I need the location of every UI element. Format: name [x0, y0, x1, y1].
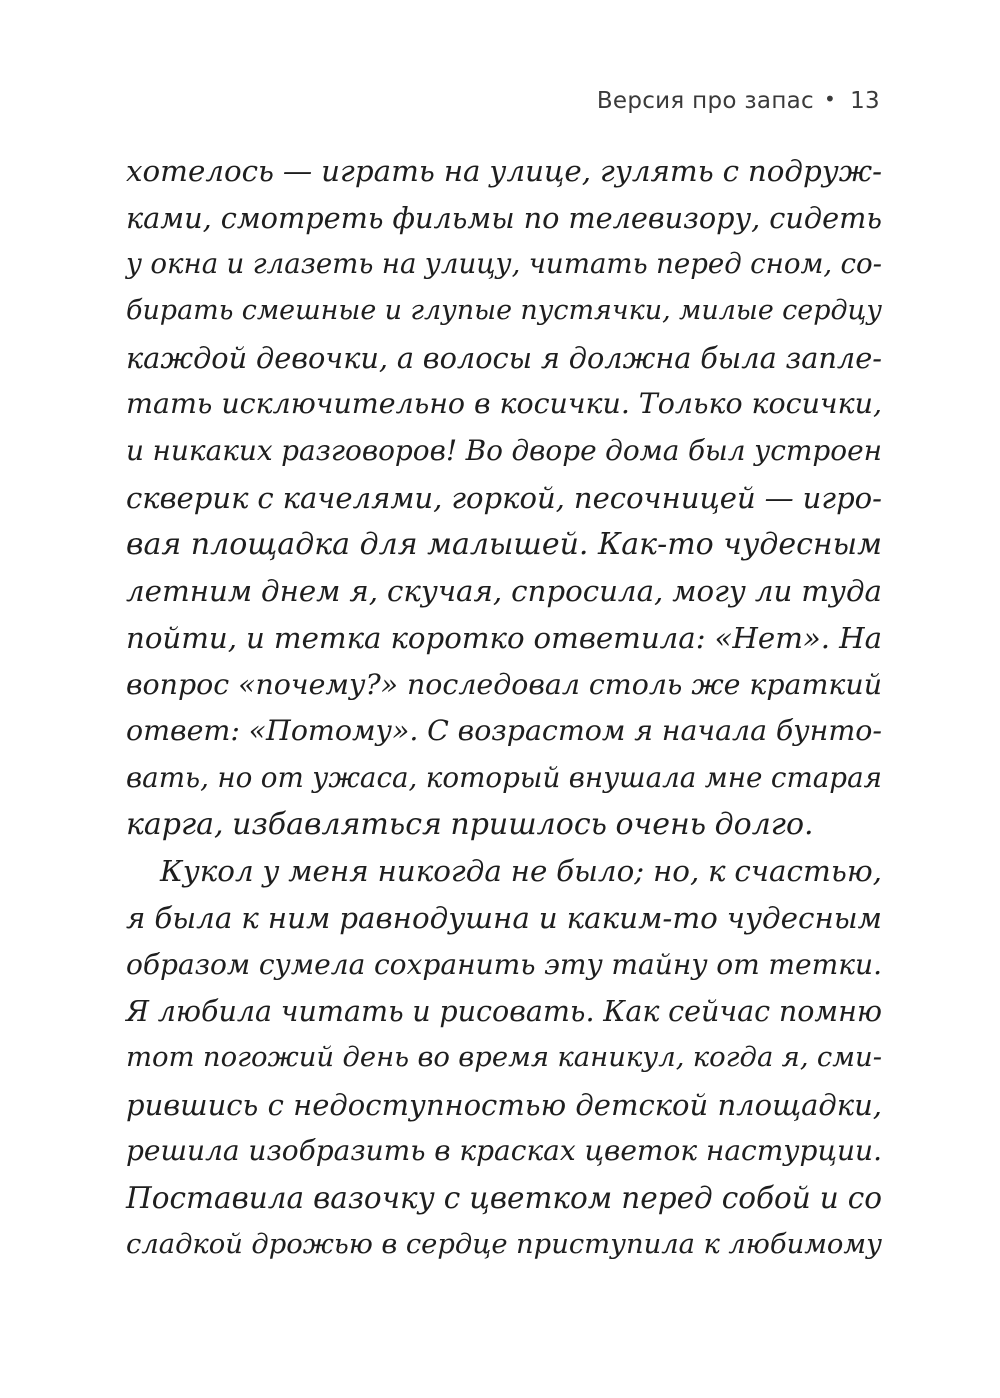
paragraph-2 [126, 848, 882, 1268]
text-line: ками, смотреть фильмы по телевизору, сидеть [126, 200, 882, 235]
text-line: рившись с недоступностью детской площадки, [126, 1087, 882, 1122]
running-header [597, 88, 880, 114]
text-line: бирать смешные и глупые пустячки, милые сердцу [126, 295, 882, 327]
body-text [126, 148, 882, 1269]
paragraph-1 [126, 148, 882, 848]
text-line: тот погожий день во время каникул, когда я, сми- [126, 1042, 882, 1074]
text-line: и никаких разговоров! Во дворе дома был устроен [126, 434, 882, 468]
text-line: ответ: «Потому». С возрастом я начала бунто- [126, 714, 882, 748]
text-line: у окна и глазеть на улицу, читать перед сном, со- [126, 247, 882, 281]
text-line: сладкой дрожью в сердце приступила к любимому [126, 1228, 882, 1260]
running-header-separator: • [824, 87, 837, 111]
text-line: я была к ним равнодушна и каким-то чудесным [126, 901, 882, 935]
running-header-title: Версия про запас [596, 88, 815, 114]
text-line: вая площадка для малышей. Как-то чудесным [126, 526, 882, 562]
text-line: Я любила читать и рисовать. Как сейчас помню [126, 994, 882, 1029]
text-line: Поставила вазочку с цветком перед собой и со [126, 1181, 882, 1216]
text-line: тать исключительно в косички. Только косички, [126, 387, 882, 421]
text-line: Кукол у меня никогда не было; но, к счастью, [160, 854, 882, 889]
text-line: скверик с качелями, горкой, песочницей — игро- [126, 480, 882, 515]
text-line: пойти, и тетка коротко ответила: «Нет». На [126, 620, 882, 655]
text-line: вать, но от ужаса, который внушала мне старая [126, 760, 882, 794]
page-number: 13 [850, 88, 880, 114]
text-line: решила изобразить в красках цветок настурции. [126, 1134, 882, 1168]
text-line: вопрос «почему?» последовал столь же краткий [126, 667, 882, 701]
text-line: летним днем я, скучая, спросила, могу ли туда [126, 574, 882, 609]
text-line: хотелось — играть на улице, гулять с подруж- [126, 154, 882, 188]
text-line: образом сумела сохранить эту тайну от тетки. [126, 947, 882, 981]
text-line: карга, избавляться пришлось очень долго. [126, 806, 814, 842]
text-line: каждой девочки, а волосы я должна была запле- [126, 340, 882, 375]
